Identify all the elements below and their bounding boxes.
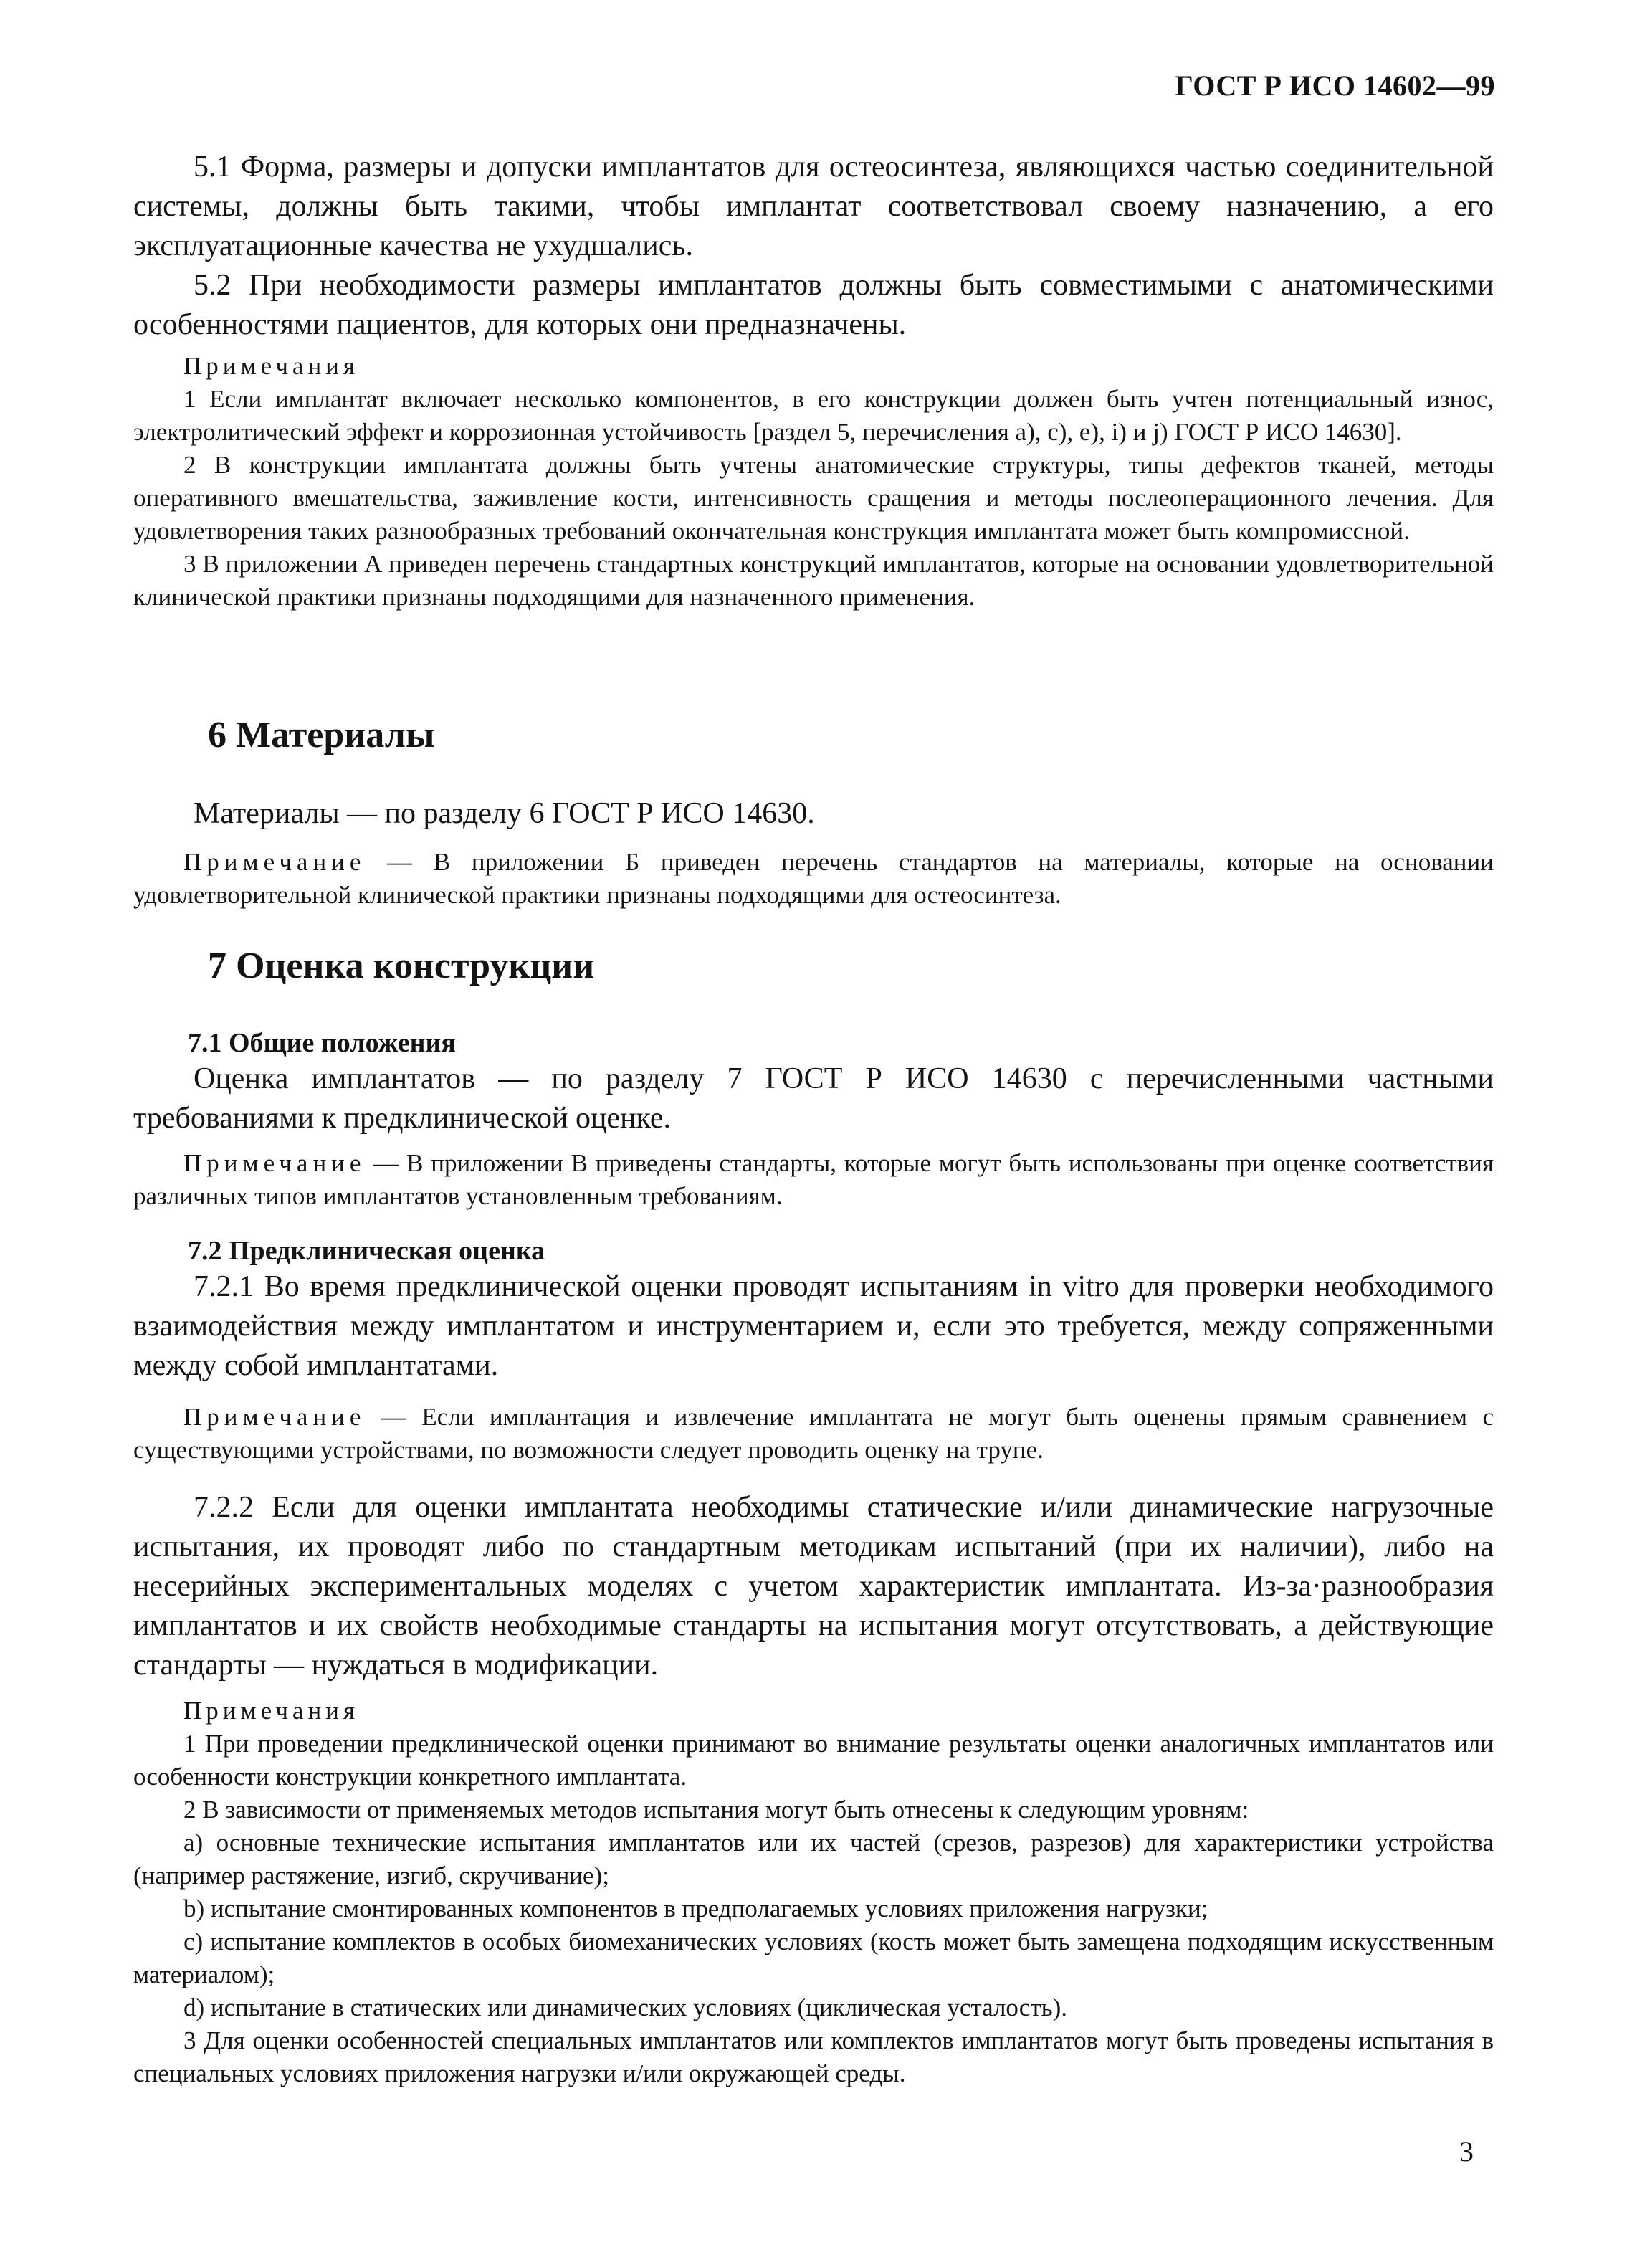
note-2c: c) испытание комплектов в особых биомеханических условиях (кость может быть замещена подходящим искусственным материалом); (133, 1928, 1494, 1988)
note-2b: b) испытание смонтированных компонентов в предполагаемых условиях приложения нагрузки; (183, 1895, 1208, 1922)
subsection-title: 7.1 Общие положения (188, 1028, 456, 1058)
section-title: 6 Материалы (208, 715, 435, 756)
paragraph-6: Материалы — по разделу 6 ГОСТ Р ИСО 14630. (194, 797, 815, 830)
note-2a: а) основные технические испытания имплантатов или их частей (срезов, разрезов) для характеристики устройства (например растяжение, изгиб, скручивание); (133, 1829, 1494, 1890)
section-7-2-1-note (133, 1401, 1494, 1467)
note-2: 2 В конструкции имплантата должны быть учтены анатомические структуры, типы дефектов тканей, методы оперативного вмешательства, заживление кости, интенсивность сращения и методы послеоперационного лечения. Для удовлетворения таких разнообразных требований окончательная конструкция имплантата может быть компромиссной. (133, 451, 1494, 545)
note-label: Примечание (183, 1149, 366, 1177)
paragraph-5-1: 5.1 Форма, размеры и допуски имплантатов для остеосинтеза, являющихся частью соединительной системы, должны быть такими, чтобы имплантат соответствовал своему назначению, а его эксплуатационные качества не ухудшались. (133, 151, 1494, 262)
section-7-2 (133, 1234, 1494, 1386)
paragraph-7-1: Оценка имплантатов — по разделу 7 ГОСТ Р ИСО 14630 с перечисленными частными требованиями к предклинической оценке. (133, 1062, 1494, 1135)
notes-heading: Примечания (183, 352, 360, 380)
section-6 (133, 714, 1494, 757)
note-text: — В приложении Б приведен перечень стандартов на материалы, которые на основании удовлетворительной клинической практики признаны подходящими для остеосинтеза. (133, 848, 1494, 909)
note-2: 2 В зависимости от применяемых методов испытания могут быть отнесены к следующим уровням: (183, 1796, 1249, 1824)
note-7-2-1 (133, 1401, 1494, 1467)
note-label: Примечание (183, 848, 366, 876)
paragraph-5-2: 5.2 При необходимости размеры имплантатов должны быть совместимыми с анатомическими особенностями пациентов, для которых они предназначены. (133, 269, 1494, 341)
section-6-body (133, 794, 1494, 834)
note-1: 1 При проведении предклинической оценки принимают во внимание результаты оценки аналогичных имплантатов или особенности конструкции конкретного имплантата. (133, 1730, 1494, 1791)
note-1: 1 Если имплантат включает несколько компонентов, в его конструкции должен быть учтен потенциальный износ, электролитический эффект и коррозионная устойчивость [раздел 5, перечисления a), c), e), i) и j) ГОСТ Р ИСО 14630]. (133, 385, 1494, 446)
section-6-note (133, 846, 1494, 912)
page-number: 3 (1459, 2135, 1474, 2168)
section-title: 7 Оценка конструкции (208, 945, 595, 986)
subsection-title: 7.2 Предклиническая оценка (188, 1236, 545, 1266)
note-3: 3 Для оценки особенностей специальных имплантатов или комплектов имплантатов могут быть проведены испытания в специальных условиях приложения нагрузки и/или окружающей среды. (133, 2026, 1494, 2087)
note-2d: d) испытание в статических или динамических условиях (циклическая усталость). (183, 1993, 1067, 2021)
document-header: ГОСТ Р ИСО 14602—99 (1175, 70, 1495, 102)
note-3: 3 В приложении А приведен перечень стандартных конструкций имплантатов, которые на основании удовлетворительной клинической практики признаны подходящими для назначенного применения. (133, 550, 1494, 611)
section-7-2-2 (133, 1488, 1494, 1685)
section-7-2-notes (133, 1695, 1494, 2090)
section-7 (133, 945, 1494, 988)
section-5-notes (133, 350, 1494, 614)
note-text: — В приложении В приведены стандарты, которые могут быть использованы при оценке соответствия различных типов имплантатов установленным требованиям. (133, 1149, 1494, 1210)
section-7-1 (133, 1026, 1494, 1138)
notes-heading: Примечания (183, 1697, 360, 1725)
note-6 (133, 846, 1494, 912)
section-7-1-note (133, 1147, 1494, 1213)
note-text: — Если имплантация и извлечение имплантата не могут быть оценены прямым сравнением с существующими устройствами, по возможности следует проводить оценку на трупе. (133, 1403, 1494, 1464)
note-7-1 (133, 1147, 1494, 1213)
paragraph-7-2-1: 7.2.1 Во время предклинической оценки проводят испытаниям in vitro для проверки необходимого взаимодействия между имплантатом и инструментарием и, если это требуется, между сопряженными между собой имплантатами. (133, 1270, 1494, 1382)
note-label: Примечание (183, 1403, 366, 1431)
paragraph-7-2-2: 7.2.2 Если для оценки имплантата необходимы статические и/или динамические нагрузочные испытания, их проводят либо по стандартным методикам испытаний (при их наличии), либо на несерийных экспериментальных моделях с учетом характеристик имплантата. Из-за·разнообразия имплантатов и их свойств необходимые стандарты на испытания могут отсутствовать, а действующие стандарты — нуждаться в модификации. (133, 1491, 1494, 1682)
section-5-text (133, 148, 1494, 345)
